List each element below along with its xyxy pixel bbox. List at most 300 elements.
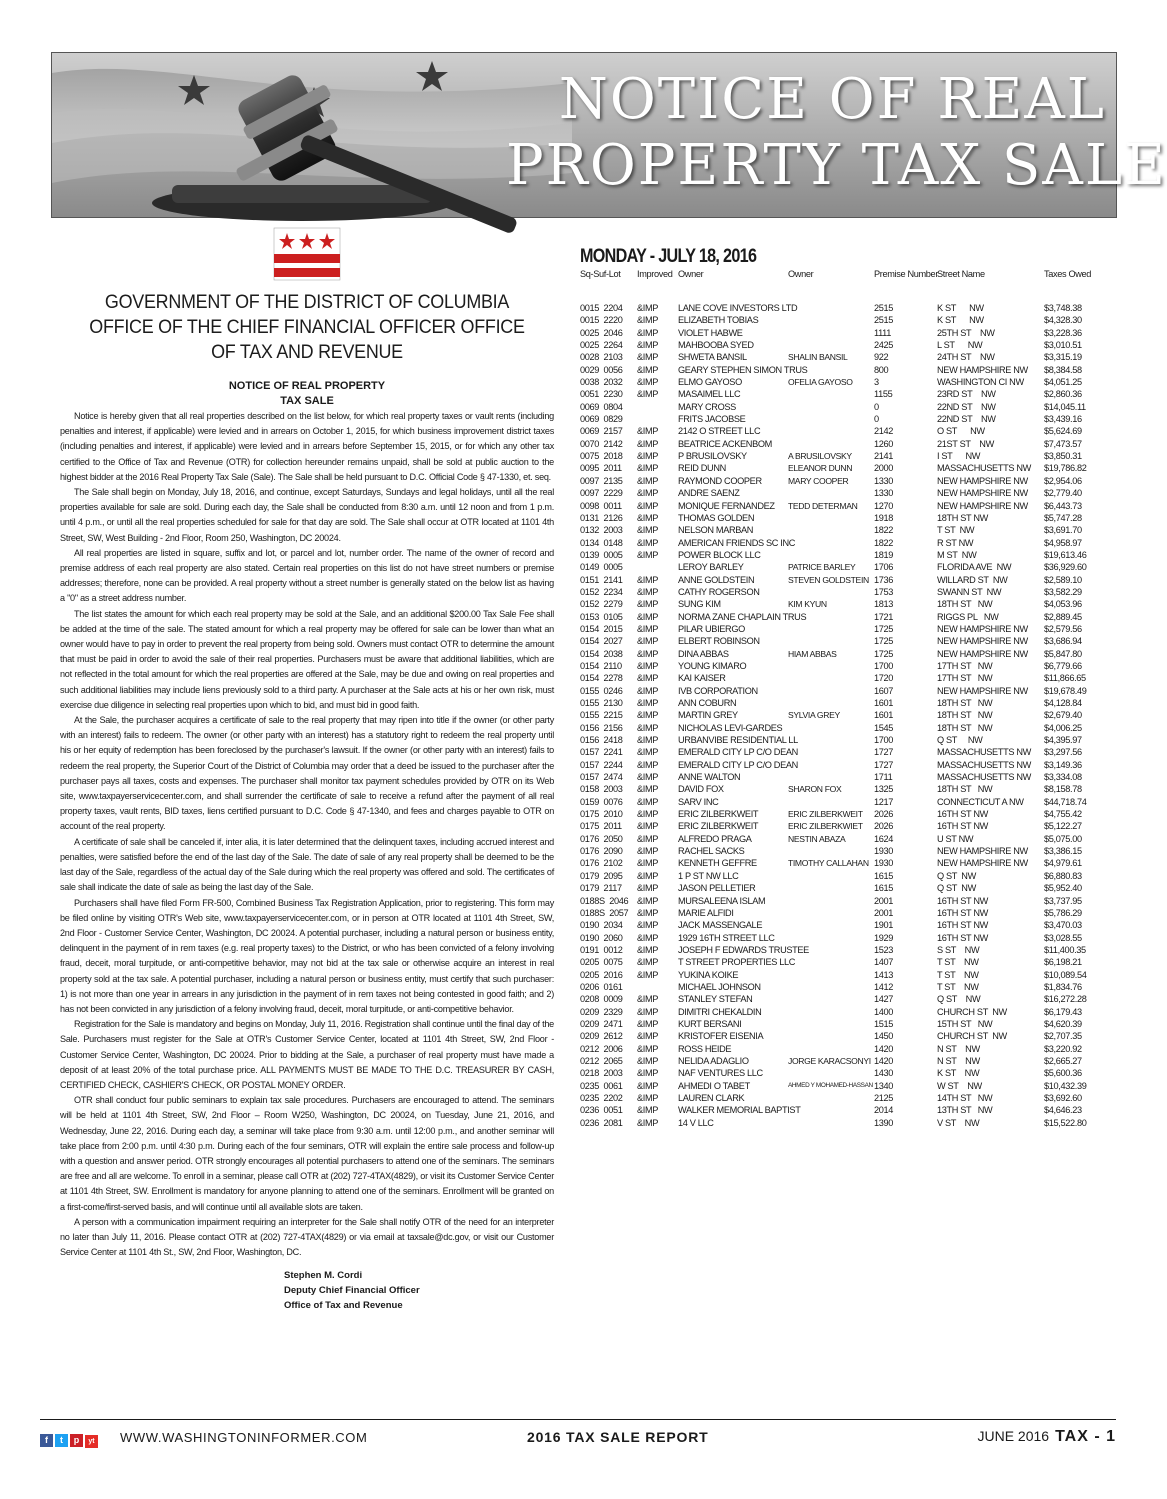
table-cell: $2,954.06	[1044, 475, 1082, 486]
table-cell: &IMP	[637, 1068, 659, 1079]
table-cell: FLORIDA AVE NW	[937, 562, 1012, 573]
table-cell: 0208 0009	[580, 994, 623, 1005]
table-cell: N ST NW	[937, 1043, 980, 1054]
table-cell: 18TH ST NW	[937, 698, 993, 708]
table-cell: ROSS HEIDE	[678, 1043, 732, 1054]
table-cell: $3,149.36	[1044, 759, 1082, 770]
table-row	[580, 944, 1110, 956]
table-cell: BEATRICE ACKENBOM	[678, 438, 772, 449]
table-cell: 16TH ST NW	[937, 809, 988, 820]
table-cell: $6,779.66	[1044, 660, 1082, 671]
table-cell: RAYMOND COOPER	[678, 475, 762, 486]
table-cell	[788, 327, 874, 339]
table-row	[580, 969, 1110, 981]
table-cell: $2,589.10	[1044, 574, 1082, 585]
table-row	[580, 401, 1110, 413]
table-cell: $3,748.38	[1044, 303, 1082, 313]
table-cell: $4,620.39	[1044, 1018, 1082, 1029]
table-row	[580, 771, 1110, 783]
facebook-icon[interactable]: f	[40, 1434, 53, 1447]
table-cell	[788, 1006, 874, 1018]
notice-paragraph: Purchasers shall have filed Form FR-500, Combined Business Tax Registration Application, prior to registering. This form may be filed online by visiting OTR's Web site, www.taxpayerservicecenter.com, or in person at OTR located at 1101 4th Street, SW, 2nd Floor - Customer Service Center, Washington, DC 20024. A potential purchaser, including a natural person or business entity, delinquent in the payment of in rem taxes (e.g. real property taxes) to the District, or who has been convicted of a felony involving fraud, deceit, moral turpitude, or anti-competitive behavior, may not bid at the tax sale or otherwise acquire an interest in real property sold at the tax sale. A potential purchaser, including a natural person or business entity, must certify that such purchaser: 1) is not more than one year in arrears in any jurisdiction in the payment of in rem taxes not being contested in good faith; and 2) has not been convicted in any jurisdiction of a felony involving fraud, deceit, moral turpitude, or anti-competitive behavior.	[60, 897, 554, 1014]
table-cell	[788, 339, 874, 351]
table-cell: &IMP	[637, 537, 659, 548]
table-cell: S ST NW	[937, 944, 980, 955]
table-cell: 1711	[874, 772, 893, 783]
table-cell	[788, 1043, 874, 1055]
table-row	[580, 1030, 1110, 1042]
table-cell: 0176 2102	[580, 858, 623, 869]
table-cell	[788, 796, 874, 808]
table-cell: $3,692.60	[1044, 1093, 1082, 1103]
table-row	[580, 1043, 1110, 1055]
table-cell: NEW HAMPSHIRE NW	[937, 685, 1028, 696]
table-cell: &IMP	[637, 907, 659, 918]
table-cell: ANNE WALTON	[678, 772, 741, 783]
table-cell: M ST NW	[937, 549, 977, 560]
table-row	[580, 574, 1110, 586]
table-cell: MARY CROSS	[678, 401, 736, 412]
table-cell: 1720	[874, 673, 894, 684]
table-cell: NEW HAMPSHIRE NW	[937, 636, 1028, 647]
table-row	[580, 1092, 1110, 1104]
table-cell: 0235 0061	[580, 1080, 623, 1091]
table-cell: 922	[874, 352, 889, 363]
table-cell: 1930	[874, 858, 894, 869]
table-cell: TIMOTHY CALLAHAN	[788, 858, 869, 869]
table-cell: $10,432.39	[1044, 1080, 1087, 1091]
table-cell: NEW HAMPSHIRE NW	[937, 475, 1028, 486]
table-cell: 1615	[874, 870, 894, 881]
table-cell: 24TH ST NW	[937, 352, 995, 363]
table-cell: 0190 2060	[580, 932, 623, 943]
table-cell: Q ST NW	[937, 870, 976, 881]
table-cell: &IMP	[637, 759, 659, 770]
table-cell: $6,443.73	[1044, 500, 1082, 511]
table-cell: 22ND ST NW	[937, 414, 996, 425]
table-row	[580, 462, 1110, 474]
table-cell: $36,929.60	[1044, 562, 1087, 573]
table-cell: 0152 2234	[580, 586, 623, 597]
table-cell	[788, 487, 874, 499]
table-cell: $2,579.56	[1044, 623, 1082, 634]
table-cell: V ST NW	[937, 1117, 980, 1128]
table-cell: &IMP	[637, 932, 659, 943]
notice-heading-line2: TAX SALE	[280, 395, 334, 407]
government-title: GOVERNMENT OF THE DISTRICT OF COLUMBIA OFFICE OF THE CHIEF FINANCIAL OFFICER OFFICE OF TAX AND REVENUE	[89, 291, 525, 363]
table-cell: Q ST NW	[937, 735, 983, 746]
table-row	[580, 820, 1110, 832]
table-cell: 0205 0075	[580, 957, 623, 968]
table-cell: $11,400.35	[1044, 944, 1086, 955]
table-cell: CONNECTICUT A NW	[937, 796, 1024, 807]
table-cell: 1822	[874, 537, 894, 548]
table-row	[580, 685, 1110, 697]
banner	[51, 52, 1167, 218]
table-cell: WASHINGTON CI NW	[937, 377, 1024, 388]
table-cell: $6,198.21	[1044, 957, 1082, 968]
table-cell: 1930	[874, 846, 894, 857]
table-row	[580, 746, 1110, 758]
table-cell: ERIC ZILBERKWEIT	[678, 809, 759, 820]
table-cell: 1450	[874, 1031, 894, 1042]
table-cell: 0028 2103	[580, 352, 623, 363]
table-cell	[788, 1030, 874, 1042]
table-cell: JOSEPH F EDWARDS TRUSTEE	[678, 944, 809, 955]
report-title: 2016 TAX SALE REPORT	[527, 1429, 709, 1445]
table-cell: $4,051.25	[1044, 377, 1082, 388]
table-cell: &IMP	[637, 858, 659, 869]
table-cell: 2014	[874, 1105, 894, 1116]
table-cell: 14 V LLC	[678, 1117, 714, 1128]
table-cell: 18TH ST NW	[937, 710, 993, 721]
table-cell: 1390	[874, 1117, 894, 1128]
table-cell: &IMP	[637, 796, 659, 807]
table-cell: &IMP	[637, 1043, 659, 1054]
table-cell: 0176 2090	[580, 846, 623, 857]
table-cell: 0029 0056	[580, 364, 623, 375]
table-cell: PATRICE BARLEY	[788, 562, 856, 573]
table-cell: $3,439.16	[1044, 414, 1082, 425]
notice-paragraph: A person with a communication impairment requiring an interpreter for the Sale shall notify OTR of the need for an interpreter no later than July 11, 2016. Please contact OTR at (202) 727-4TAX(4829) or via email at taxsale@dc.gov, or visit our Customer Service Center at 1101 4th St., SW, 2nd Floor, Washington, DC.	[60, 1216, 554, 1258]
table-cell: A BRUSILOVSKY	[788, 451, 852, 462]
table-cell: 1725	[874, 636, 894, 647]
table-cell: &IMP	[637, 1031, 659, 1042]
table-cell: 1515	[874, 1018, 894, 1029]
table-cell: 0095 2011	[580, 463, 622, 474]
table-row	[580, 611, 1110, 623]
table-cell: $5,122.27	[1044, 821, 1082, 832]
table-row	[580, 1006, 1110, 1018]
table-cell: YUKINA KOIKE	[678, 969, 739, 980]
table-cell: FRITS JACOBSE	[678, 414, 746, 425]
table-cell: 13TH ST NW	[937, 1105, 993, 1116]
table-cell: ANN COBURN	[678, 698, 737, 708]
table-cell: 1400	[874, 1006, 894, 1017]
table-cell	[788, 932, 874, 944]
table-row	[580, 1104, 1110, 1116]
table-cell: 0156 2418	[580, 735, 623, 746]
table-cell: &IMP	[637, 599, 659, 610]
table-cell: DINA ABBAS	[678, 648, 729, 659]
table-cell: $19,613.46	[1044, 549, 1087, 560]
table-cell: 0206 0161	[580, 981, 623, 992]
banner-title-line2: PROPERTY TAX SALE	[506, 133, 1167, 198]
table-cell: &IMP	[637, 747, 659, 758]
notice-paragraph: At the Sale, the purchaser acquires a certificate of sale to the real property that may ripen into title if the owner (or other party with an interest) fails to redeem. The owner (or other party with an interest) has a statutory right to redeem the real property until his or her equity of redemption has been foreclosed by the purchaser's lawsuit. If the owner (or other party with an interest) fails to redeem the real property, the Superior Court of the District of Columbia may order that a deed be issued to the purchaser after the purchaser pays all taxes, costs and expenses. The purchaser shall monitor tax payment schedules provided by OTR on its Web site, www.taxpayerservicecenter.com, and shall surrender the certificate of sale to receive a refund after the payment of all real property taxes, vault rents, BID taxes, liens certified pursuant to D.C. Code § 47-1340, and fees and charges payable to OTR on account of the real property.	[60, 715, 554, 832]
table-cell: NEW HAMPSHIRE NW	[937, 846, 1028, 857]
table-cell: &IMP	[637, 1093, 659, 1103]
table-cell: MARY COOPER	[788, 475, 849, 486]
column-header: Improved	[637, 269, 673, 279]
table-cell: L ST NW	[937, 340, 983, 351]
table-cell: K ST NW	[937, 303, 984, 313]
table-cell	[788, 845, 874, 857]
youtube-icon[interactable]: yt	[85, 1435, 98, 1448]
table-cell: &IMP	[637, 623, 659, 634]
table-cell: $4,053.96	[1044, 599, 1082, 610]
table-cell: &IMP	[637, 549, 659, 560]
table-cell	[788, 524, 874, 536]
table-cell: $2,860.36	[1044, 389, 1082, 400]
table-cell: T STREET PROPERTIES LLC	[678, 957, 796, 968]
table-cell: 1427	[874, 994, 894, 1005]
table-row	[580, 586, 1110, 598]
table-cell: $3,691.70	[1044, 525, 1082, 536]
table-cell: 1929 16TH STREET LLC	[678, 932, 775, 943]
table-cell: 1725	[874, 623, 894, 634]
table-cell: SHALIN BANSIL	[788, 352, 848, 363]
table-row	[580, 697, 1110, 709]
table-cell: 0218 2003	[580, 1068, 623, 1079]
table-cell: 16TH ST NW	[937, 895, 988, 906]
website-link[interactable]: WWW.WASHINGTONINFORMER.COM	[120, 1430, 368, 1445]
table-cell	[788, 697, 874, 709]
table-cell: 1430	[874, 1068, 894, 1079]
table-cell: 18TH ST NW	[937, 784, 993, 795]
table-cell	[788, 1067, 874, 1079]
table-cell: NAF VENTURES LLC	[678, 1068, 763, 1079]
table-header-row	[580, 268, 1110, 302]
table-cell: 0154 2278	[580, 673, 623, 684]
table-row	[580, 364, 1110, 376]
table-cell: $5,952.40	[1044, 883, 1082, 894]
table-cell: 0152 2279	[580, 599, 623, 610]
notice-column	[60, 228, 554, 1313]
table-cell: JASON PELLETIER	[678, 883, 756, 894]
table-cell: MURSALEENA ISLAM	[678, 895, 766, 906]
table-cell: 0236 0051	[580, 1105, 623, 1116]
column-header: Owner	[788, 269, 814, 279]
table-cell: ANNE GOLDSTEIN	[678, 574, 755, 585]
table-row	[580, 672, 1110, 684]
table-cell: SHARON FOX	[788, 784, 842, 795]
table-cell: &IMP	[637, 1117, 659, 1128]
table-row	[580, 623, 1110, 635]
table-cell: 2425	[874, 340, 894, 351]
table-cell	[637, 401, 678, 413]
table-cell: 1813	[874, 599, 894, 610]
table-cell: REID DUNN	[678, 463, 726, 474]
table-cell: &IMP	[637, 327, 659, 338]
table-row	[580, 796, 1110, 808]
table-cell: 18TH ST NW	[937, 599, 993, 610]
table-cell: $16,272.28	[1044, 994, 1087, 1005]
table-cell: LEROY BARLEY	[678, 562, 744, 573]
table-cell	[788, 623, 874, 635]
table-cell: W ST NW	[937, 1080, 982, 1091]
signature-office: Office of Tax and Revenue	[284, 1300, 403, 1312]
table-cell: &IMP	[637, 809, 659, 820]
table-cell: 0025 2264	[580, 340, 623, 351]
table-cell	[788, 907, 874, 919]
table-row	[580, 302, 1110, 314]
table-cell: MASAIMEL LLC	[678, 389, 741, 400]
signature-block	[284, 1268, 554, 1313]
table-cell: 16TH ST NW	[937, 932, 988, 943]
table-cell: $1,834.76	[1044, 981, 1082, 992]
table-cell: DAVID FOX	[678, 784, 724, 795]
table-cell: $2,707.35	[1044, 1031, 1082, 1042]
table-row	[580, 376, 1110, 388]
table-cell: 2001	[874, 895, 894, 906]
table-cell: &IMP	[637, 574, 659, 585]
table-cell: &IMP	[637, 488, 659, 499]
table-cell: PILAR UBIERGO	[678, 623, 745, 634]
table-cell	[788, 586, 874, 598]
table-cell: NEW HAMPSHIRE NW	[937, 858, 1028, 869]
table-cell: $7,473.57	[1044, 438, 1082, 449]
table-cell: NEW HAMPSHIRE NW	[937, 648, 1028, 659]
table-cell: $4,328.30	[1044, 315, 1082, 326]
table-cell: 0205 2016	[580, 969, 623, 980]
table-row	[580, 487, 1110, 499]
table-cell: $4,646.23	[1044, 1105, 1082, 1116]
table-cell: $3,220.92	[1044, 1043, 1082, 1054]
notice-heading	[60, 379, 554, 409]
table-cell: $3,850.31	[1044, 451, 1082, 462]
table-cell: 0038 2032	[580, 377, 623, 388]
table-cell	[788, 512, 874, 524]
table-cell: &IMP	[637, 685, 659, 696]
table-cell: SHWETA BANSIL	[678, 352, 747, 363]
table-cell	[637, 981, 678, 993]
table-cell: NEW HAMPSHIRE NW	[937, 488, 1028, 499]
twitter-icon[interactable]: t	[55, 1434, 68, 1447]
table-cell: $3,297.56	[1044, 747, 1082, 758]
table-cell: 1330	[874, 475, 894, 486]
table-cell: $2,665.27	[1044, 1055, 1082, 1066]
table-cell: 17TH ST NW	[937, 673, 993, 684]
table-cell: 0097 2229	[580, 488, 623, 499]
table-cell: 0025 2046	[580, 327, 623, 338]
table-cell: 1929	[874, 932, 894, 943]
table-cell: 1601	[874, 698, 894, 708]
table-cell	[788, 882, 874, 894]
table-cell: MASSACHUSETTS NW	[937, 759, 1031, 770]
table-cell: &IMP	[637, 586, 659, 597]
table-cell: 1270	[874, 500, 894, 511]
signature-title: Deputy Chief Financial Officer	[284, 1285, 420, 1297]
table-cell: 0190 2034	[580, 920, 623, 931]
table-cell: 1260	[874, 438, 894, 449]
table-cell: 0153 0105	[580, 611, 623, 622]
table-cell: $2,779.40	[1044, 488, 1082, 499]
table-cell: 1 P ST NW LLC	[678, 870, 739, 881]
table-cell: 0139 0005	[580, 549, 623, 560]
table-cell: 0179 2095	[580, 870, 623, 881]
table-cell: MONIQUE FERNANDEZ	[678, 500, 775, 511]
table-cell: 1407	[874, 957, 894, 968]
notice-paragraph: Notice is hereby given that all real properties described on the list below, for which real property taxes or vault rents (including penalties and interest, if applicable) were levied and in arrears on October 1, 2015, for which business improvement district taxes (including penalties and interest, if applicable) were levied and in arrears before September 15, 2015, or for which any other tax certified to the Office of Tax and Revenue (OTR) for collection hereunder remains unpaid, shall be sold at public auction to the highest bidder at the 2016 Real Property Tax Sale (Sale). The Sale shall be held pursuant to D.C. Official Code § 47-1330, et. seq.	[60, 411, 554, 482]
table-cell: $3,028.55	[1044, 932, 1082, 943]
table-cell: RIGGS PL NW	[937, 611, 999, 622]
table-cell: $2,889.45	[1044, 611, 1082, 622]
footer-divider	[40, 1419, 1116, 1420]
table-row	[580, 833, 1110, 845]
table-cell: 0134 0148	[580, 537, 623, 548]
table-cell: $6,880.83	[1044, 870, 1082, 881]
table-cell: DIMITRI CHEKALDIN	[678, 1006, 762, 1017]
table-cell: AMERICAN FRIENDS SC INC	[678, 537, 796, 548]
table-cell: $4,128.84	[1044, 698, 1082, 708]
table-cell: TEDD DETERMAN	[788, 500, 858, 511]
table-cell: $8,158.78	[1044, 784, 1082, 795]
table-cell: $10,089.54	[1044, 969, 1087, 980]
notice-paragraph: The Sale shall begin on Monday, July 18, 2016, and continue, except Saturdays, Sundays and legal holidays, until all the real properties available for sale are sold. During each day, the Sale shall be conducted from 8:30 a.m. until 12 noon and from 1 p.m. until 4 p.m., or until all the real properties scheduled for sale for that day are sold. The Sale shall occur at OTR located at 1101 4th Street, SW, West Building - 2nd Floor, Room 250, Washington, DC 20024.	[60, 487, 554, 543]
table-cell: T ST NW	[937, 525, 975, 536]
table-cell: 0157 2241	[580, 747, 623, 758]
table-row	[580, 1117, 1110, 1129]
table-cell: 0236 2081	[580, 1117, 623, 1128]
table-row	[580, 734, 1110, 746]
table-cell: 2515	[874, 315, 894, 326]
banner-title	[506, 67, 1167, 199]
table-cell: &IMP	[637, 722, 659, 733]
table-row	[580, 783, 1110, 795]
table-row	[580, 981, 1110, 993]
table-cell: 0131 2126	[580, 512, 623, 523]
table-cell: CHURCH ST NW	[937, 1006, 1007, 1017]
table-cell: $4,979.61	[1044, 858, 1082, 869]
table-cell: CATHY ROGERSON	[678, 586, 760, 597]
table-row	[580, 635, 1110, 647]
table-cell: 16TH ST NW	[937, 920, 988, 931]
table-row	[580, 907, 1110, 919]
table-cell: &IMP	[637, 1006, 659, 1017]
table-cell: 0157 2244	[580, 759, 623, 770]
table-row	[580, 524, 1110, 536]
table-cell: 0159 0076	[580, 796, 623, 807]
table-cell: 1412	[874, 981, 894, 992]
pinterest-icon[interactable]: p	[70, 1434, 83, 1447]
table-cell: 14TH ST NW	[937, 1093, 993, 1103]
table-cell	[788, 1104, 874, 1116]
table-cell: &IMP	[637, 303, 659, 313]
table-cell	[788, 401, 874, 413]
table-row	[580, 561, 1110, 573]
table-cell: 0188S 2057	[580, 907, 629, 918]
table-cell: 0	[874, 414, 879, 425]
table-cell: NELIDA ADAGLIO	[678, 1055, 749, 1066]
issue-info	[977, 1428, 1116, 1446]
table-cell: KRISTOFER EISENIA	[678, 1031, 764, 1042]
table-row	[580, 475, 1110, 487]
table-cell: 21ST ST NW	[937, 438, 994, 449]
table-cell: 1727	[874, 747, 894, 758]
table-cell: SUNG KIM	[678, 599, 721, 610]
table-cell: &IMP	[637, 870, 659, 881]
table-cell: 0179 2117	[580, 883, 622, 894]
table-cell: &IMP	[637, 525, 659, 536]
table-cell: 1901	[874, 920, 894, 931]
table-cell	[637, 413, 678, 425]
table-cell: &IMP	[637, 660, 659, 671]
table-cell: AHMEDI O TABET	[678, 1080, 750, 1091]
table-cell	[788, 870, 874, 882]
table-row	[580, 895, 1110, 907]
table-cell: 0158 2003	[580, 784, 623, 795]
table-row	[580, 660, 1110, 672]
table-cell: RACHEL SACKS	[678, 846, 745, 857]
table-cell: &IMP	[637, 611, 659, 622]
table-cell: &IMP	[637, 710, 659, 721]
table-cell: 1736	[874, 574, 894, 585]
table-cell: $4,006.25	[1044, 722, 1082, 733]
listing-column	[580, 246, 1110, 1129]
table-cell: $5,747.28	[1044, 512, 1082, 523]
issue-date: JUNE 2016	[977, 1428, 1050, 1444]
